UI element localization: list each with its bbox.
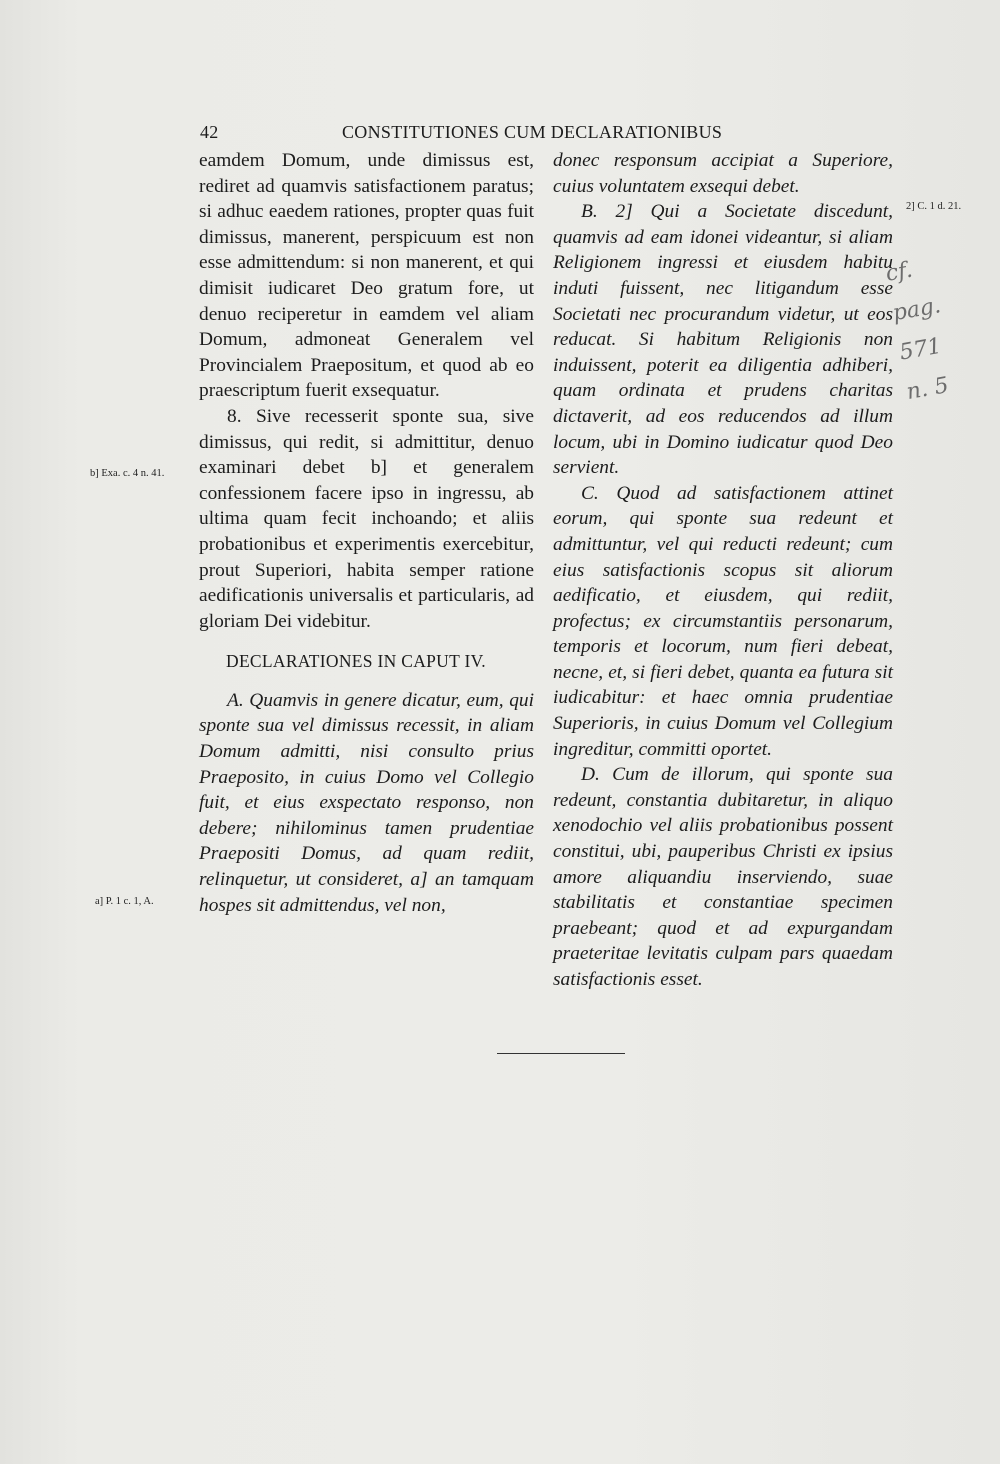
declaration-a: A. Quamvis in genere dicatur, eum, qui sponte sua vel dimissus recessit, in aliam Domum admitti, nisi consulto prius Praeposito, in cuius Domo vel Collegio fuit, et eius exspectato responso, non debere; nihilominus tamen prudentiae Praepositi Domus, ad quam rediit, relinquetur, ut consideret, a] an tamquam hospes sit admittendus, vel non, [199,689,534,916]
right-column [553,148,893,993]
declaration-c: C. Quod ad satisfactionem attinet eorum, qui sponte sua redeunt et admittuntur, vel qui reducti redeunt; cum eius satisfactionis scopus sit aliorum aedificatio, et eiusdem, qui rediit, profectus; ex circumstantiis personarum, temporis et locorum, num fieri debeat, necne, et, si fieri debet, quanta ea futura sit iudicabitur: et haec omnia prudentiae Superioris, in cuius Domum vel Collegium ingreditur, committi oportet. [553,482,893,760]
paragraph-continuation: eamdem Domum, unde dimissus est, rediret ad quamvis satisfactionem paratus; si adhuc eaedem rationes, propter quas fuit dimissus, manerent, perspicuum est non esse admittendum: si non manerent, et qui dimisit iudicaret Deo gratum fore, ut denuo reciperetur in eamdem vel aliam Domum, admoneat Generalem vel Provincialem Praepositum, et quod ab eo praescriptum fuerit exsequatur. [199,150,534,402]
handwritten-annotation: cf. pag. 571 n. 5 [883,257,951,405]
paragraph-8: 8. Sive recesserit sponte sua, sive dimissus, qui redit, si admittitur, denuo examinari debet b] et generalem confessionem facere ipso in ingressu, ab ultima quam fecit inchoando; et aliis probationibus et experimentis exercebitur, prout Superiori, habita semper ratione aedificationis universalis et particularis, ad gloriam Dei videbitur. [199,405,534,632]
left-column [199,148,534,918]
running-title: CONSTITUTIONES CUM DECLARATIONIBUS [342,122,723,142]
declaration-a-continuation: donec responsum accipiat a Superiore, cuius voluntatem exsequi debet. [553,150,893,197]
declaration-d: D. Cum de illorum, qui sponte sua redeunt, constantia dubitaretur, in aliquo xenodochio vel aliis probationibus possent constitui, ubi, pauperibus Christi ex ipsius amore aliquandiu inserviendo, suae stabilitatis et constantiae specimen praebeant; quod et ad expurgandam praeteritae levitatis culpam pars quaedam satisfactionis esset. [553,764,893,990]
declaration-b: B. 2] Qui a Societate discedunt, quamvis ad eam idonei videantur, si aliam Religionem ingressi et eiusdem habitu induti fuissent, nec litigandum esse Societati nec procurandum videtur, ut eos reducat. Si habitum Religionis non induissent, poterit ea diligentia adhiberi, quam ordinata et prudens charitas dictaverit, ad eos reducendos ad illum locum, ubi in Domino iudicatur quod Deo servient. [553,201,893,479]
margin-note-a: a] P. 1 c. 1, A. [95,896,154,907]
page-number: 42 [200,122,219,142]
margin-note-2: 2] C. 1 d. 21. [906,201,962,212]
closing-rule [497,1053,625,1054]
section-heading: DECLARATIONES IN CAPUT IV. [226,651,486,672]
margin-note-b: b] Exa. c. 4 n. 41. [90,468,165,479]
